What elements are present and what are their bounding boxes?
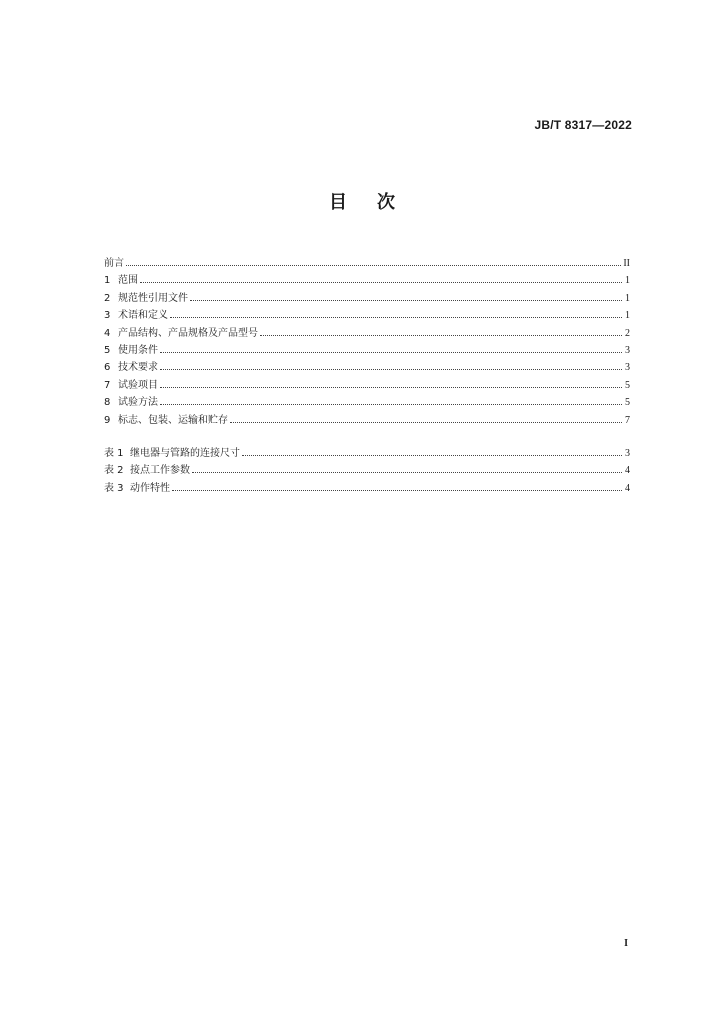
toc-entry-label: 产品结构、产品规格及产品型号	[118, 327, 258, 339]
toc-table-number: 表 1	[104, 448, 124, 459]
toc-entry-foreword[interactable]	[104, 255, 630, 272]
toc-table-entry-3[interactable]	[104, 480, 630, 497]
toc-entry-number: 7	[104, 379, 111, 391]
toc-entry-number: 1	[104, 275, 111, 287]
toc-entry-number: 8	[104, 397, 111, 409]
toc-entry-2[interactable]	[104, 290, 630, 307]
toc-entry-label: 试验项目	[118, 379, 158, 391]
toc-leader-dots	[160, 404, 622, 405]
toc-entry-number: 6	[104, 362, 111, 374]
toc-entry-label: 术语和定义	[118, 310, 168, 322]
toc-entry-label: 前言	[104, 258, 124, 269]
toc-leader-dots	[242, 455, 622, 456]
toc-leader-dots	[140, 282, 622, 283]
toc-entry-page: 1	[625, 310, 630, 322]
toc-table-page: 3	[625, 448, 630, 459]
toc-leader-dots	[160, 387, 622, 388]
toc-entry-number: 3	[104, 310, 111, 322]
toc-entry-9[interactable]	[104, 412, 630, 429]
toc-entry-3[interactable]	[104, 307, 630, 324]
toc-table-entry-2[interactable]	[104, 462, 630, 479]
toc-table-number: 表 3	[104, 482, 124, 494]
toc-table-label: 动作特性	[130, 482, 170, 494]
toc-entry-number: 2	[104, 292, 111, 304]
toc-entry-page: 5	[625, 397, 630, 409]
toc-entry-page: 1	[625, 292, 630, 304]
toc-entry-number: 9	[104, 414, 111, 426]
page-number: I	[624, 938, 628, 949]
toc-entry-8[interactable]	[104, 394, 630, 411]
toc-entry-page: 2	[625, 327, 630, 339]
toc-entry-page: 3	[625, 362, 630, 374]
toc-entry-6[interactable]	[104, 359, 630, 376]
toc-entry-label: 标志、包装、运输和贮存	[118, 414, 228, 426]
toc-leader-dots	[192, 472, 622, 473]
toc-table-page: 4	[625, 482, 630, 494]
toc-leader-dots	[126, 265, 621, 266]
toc-table-number: 表 2	[104, 465, 124, 477]
toc-leader-dots	[160, 352, 622, 353]
toc-table-entry-1[interactable]	[104, 445, 630, 462]
toc-entry-page: II	[623, 258, 630, 269]
toc-table-page: 4	[625, 465, 630, 477]
toc-entry-label: 规范性引用文件	[118, 292, 188, 304]
toc-entry-number: 5	[104, 344, 111, 356]
toc-table-label: 接点工作参数	[130, 465, 190, 477]
toc-entry-label: 范围	[118, 275, 138, 287]
toc-entry-page: 5	[625, 379, 630, 391]
standard-number: JB/T 8317—2022	[534, 118, 632, 132]
toc-title: 目次	[329, 192, 425, 213]
toc-leader-dots	[170, 317, 622, 318]
toc-leader-dots	[190, 300, 622, 301]
toc-main-list	[104, 255, 630, 429]
toc-table-label: 继电器与管路的连接尺寸	[130, 448, 240, 459]
toc-leader-dots	[260, 335, 622, 336]
toc-entry-1[interactable]	[104, 272, 630, 289]
toc-table-list	[104, 445, 630, 497]
toc-entry-page: 7	[625, 414, 630, 426]
toc-entry-page: 1	[625, 275, 630, 287]
toc-entry-4[interactable]	[104, 325, 630, 342]
toc-entry-label: 使用条件	[118, 344, 158, 356]
toc-entry-number: 4	[104, 327, 111, 339]
toc-leader-dots	[230, 422, 622, 423]
toc-leader-dots	[172, 490, 622, 491]
toc-entry-7[interactable]	[104, 377, 630, 394]
toc-entry-5[interactable]	[104, 342, 630, 359]
toc-entry-page: 3	[625, 344, 630, 356]
toc-entry-label: 技术要求	[118, 362, 158, 374]
toc-leader-dots	[160, 369, 622, 370]
toc-entry-label: 试验方法	[118, 397, 158, 409]
